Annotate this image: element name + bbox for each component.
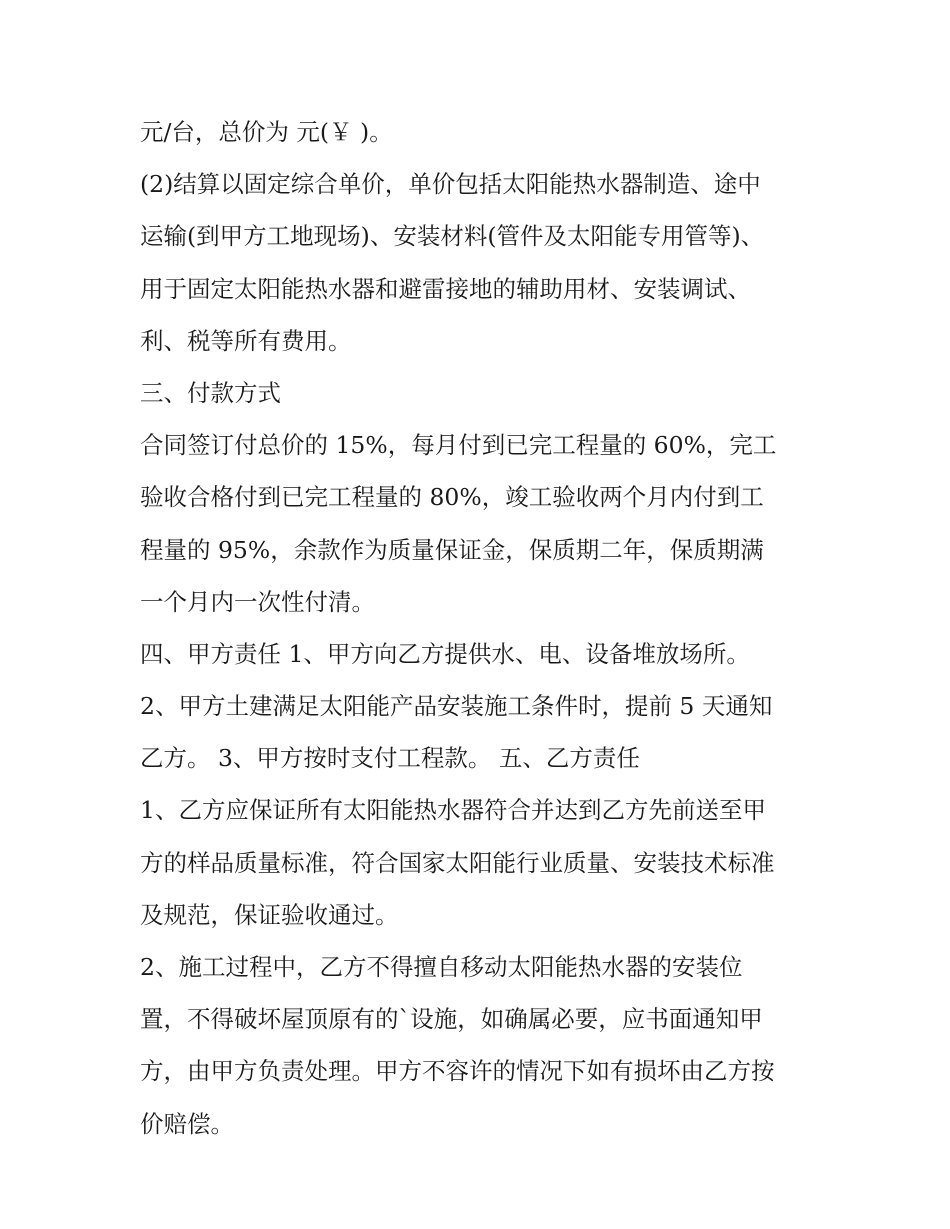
text-line-11: 四、甲方责任 1、甲方向乙方提供水、电、设备堆放场所。: [140, 639, 750, 668]
text-line-4: 用于固定太阳能热水器和避雷接地的辅助用材、安装调试、: [140, 274, 751, 303]
text-line-8: 验收合格付到已完工程量的 80%，竣工验收两个月内付到工: [140, 483, 764, 512]
document-body: [140, 106, 830, 1150]
section-heading-payment: 三、付款方式: [140, 378, 281, 407]
text-line-12: 2、甲方土建满足太阳能产品安装施工条件时，提前 5 天通知: [140, 692, 773, 721]
text-line-5: 利、税等所有费用。: [140, 326, 352, 355]
text-line-14: 1、乙方应保证所有太阳能热水器符合并达到乙方先前送至甲: [140, 796, 766, 825]
text-line-7: 合同签订付总价的 15%，每月付到已完工程量的 60%，完工: [140, 431, 777, 460]
text-line-3: 运输(到甲方工地现场)、安装材料(管件及太阳能专用管等)、: [140, 222, 765, 251]
text-line-10: 一个月内一次性付清。: [140, 587, 375, 616]
text-line-20: 价赔偿。: [140, 1109, 234, 1138]
text-line-15: 方的样品质量标准，符合国家太阳能行业质量、安装技术标准: [140, 848, 775, 877]
text-line-17: 2、施工过程中，乙方不得擅自移动太阳能热水器的安装位: [140, 953, 743, 981]
text-line-19: 方，由甲方负责处理。甲方不容许的情况下如有损坏由乙方按: [140, 1057, 775, 1086]
text-line-13: 乙方。 3、甲方按时支付工程款。 五、乙方责任: [140, 744, 640, 773]
text-line-18: 置，不得破坏屋顶原有的`设施，如确属必要，应书面通知甲: [140, 1005, 763, 1034]
text-line-1: 元/台，总价为 元(￥ )。: [140, 118, 393, 146]
text-line-16: 及规范，保证验收通过。: [140, 900, 399, 929]
text-line-9: 程量的 95%，余款作为质量保证金，保质期二年，保质期满: [140, 535, 764, 564]
text-line-2: (2)结算以固定综合单价，单价包括太阳能热水器制造、途中: [140, 170, 761, 199]
